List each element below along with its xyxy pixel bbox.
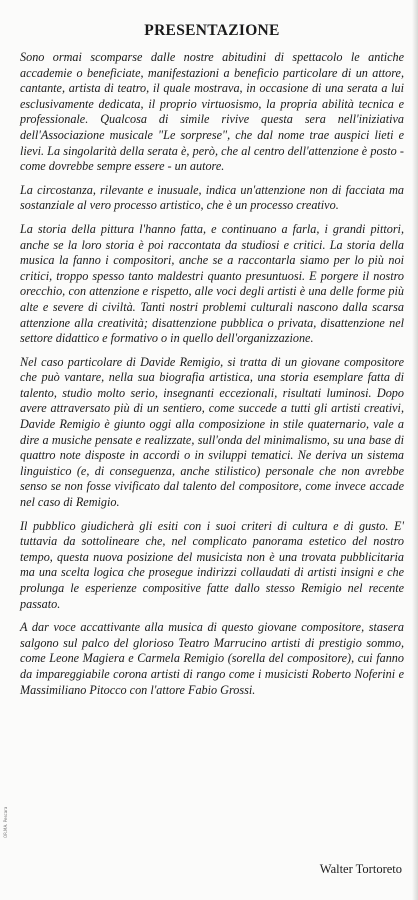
paragraph-3: La storia della pittura l'hanno fatta, e continuano a farla, i grandi pittori, anche se la loro storia è poi raccontata da studiosi e critici. La storia della musica la fanno i compositori, anche se a raccontarla siamo per lo più noi critici, troppo spesso tanto maldestri quanto presuntuosi. E porgere il nostro orecchio, con attenzione e rispetto, alle voci degli artisti è una delle forme più alte e severe di civiltà. Tanti nostri problemi culturali nascono dalla scarsa attenzione alla creatività; disattenzione pubblica o privata, disattenzione nel settore didattico e formativo o in quello dell'organizzazione.: [20, 221, 404, 346]
page-title: PRESENTAZIONE: [144, 22, 280, 39]
paragraph-4: Nel caso particolare di Davide Remigio, si tratta di un giovane compositore che può vantare, nella sua biografia artistica, una storia esemplare fatta di talento, studio molto serio, insegnanti eccezionali, risultati luminosi. Dopo avere attraversato più di un sentiero, come succede a tutti gli artisti creativi, Davide Remigio è giunto oggi alla composizione in stile quaternario, vale a dire a musiche pensate e realizzate, sull'onda del minimalismo, su una base di quattro note disposte in accordi o in sviluppi tematici. Ne deriva un sistema linguistico (e, di conseguenza, anche stilistico) personale che non avrebbe senso se non fosse vivificato dal talento del compositore, come invece accade nel caso di Remigio.: [20, 354, 404, 510]
document-body: [20, 50, 404, 698]
paragraph-2: La circostanza, rilevante e inusuale, indica un'attenzione non di facciata ma sostanziale al vero processo artistico, che è un processo creativo.: [20, 182, 404, 213]
paragraph-5: Il pubblico giudicherà gli esiti con i suoi criteri di cultura e di gusto. E' tuttavia da sottolineare che, nel complicato panorama estetico del nostro tempo, questa nuova posizione del musicista non è una trovata pubblicitaria ma una scelta logica che prosegue indirizzi collaudati di artisti insigni e che prolunga le esperienze compositive fatte dallo stesso Remigio nel recente passato.: [20, 518, 404, 611]
page-edge-shadow: [412, 0, 418, 900]
printer-mark: OR.MA. Pescara: [3, 806, 8, 838]
paragraph-1: Sono ormai scomparse dalle nostre abitudini di spettacolo le antiche accademie o beneficiate, manifestazioni a beneficio particolare di un attore, cantante, artista di teatro, il quale mostrava, in occasione di una serata a lui esclusivamente dedicata, il proprio virtuosismo, la propria abilità tecnica e professionale. Qualcosa di simile rivive questa sera nell'iniziativa dell'Associazione musicale "Le sorprese", che dal nome trae auspici lieti e lievi. La singolarità della serata è, però, che al centro dell'attenzione è posto - come dovrebbe sempre essere - un autore.: [20, 50, 404, 174]
paragraph-6: A dar voce accattivante alla musica di questo giovane compositore, stasera salgono sul palco del glorioso Teatro Marrucino artisti di prestigio sommo, come Leone Magiera e Carmela Remigio (sorella del compositore), cui fanno da impareggiabile corona artisti di rango come i musicisti Roberto Noferini e Massimiliano Pitocco con l'attore Fabio Grossi.: [20, 620, 404, 697]
author-signature: Walter Tortoreto: [319, 862, 402, 876]
